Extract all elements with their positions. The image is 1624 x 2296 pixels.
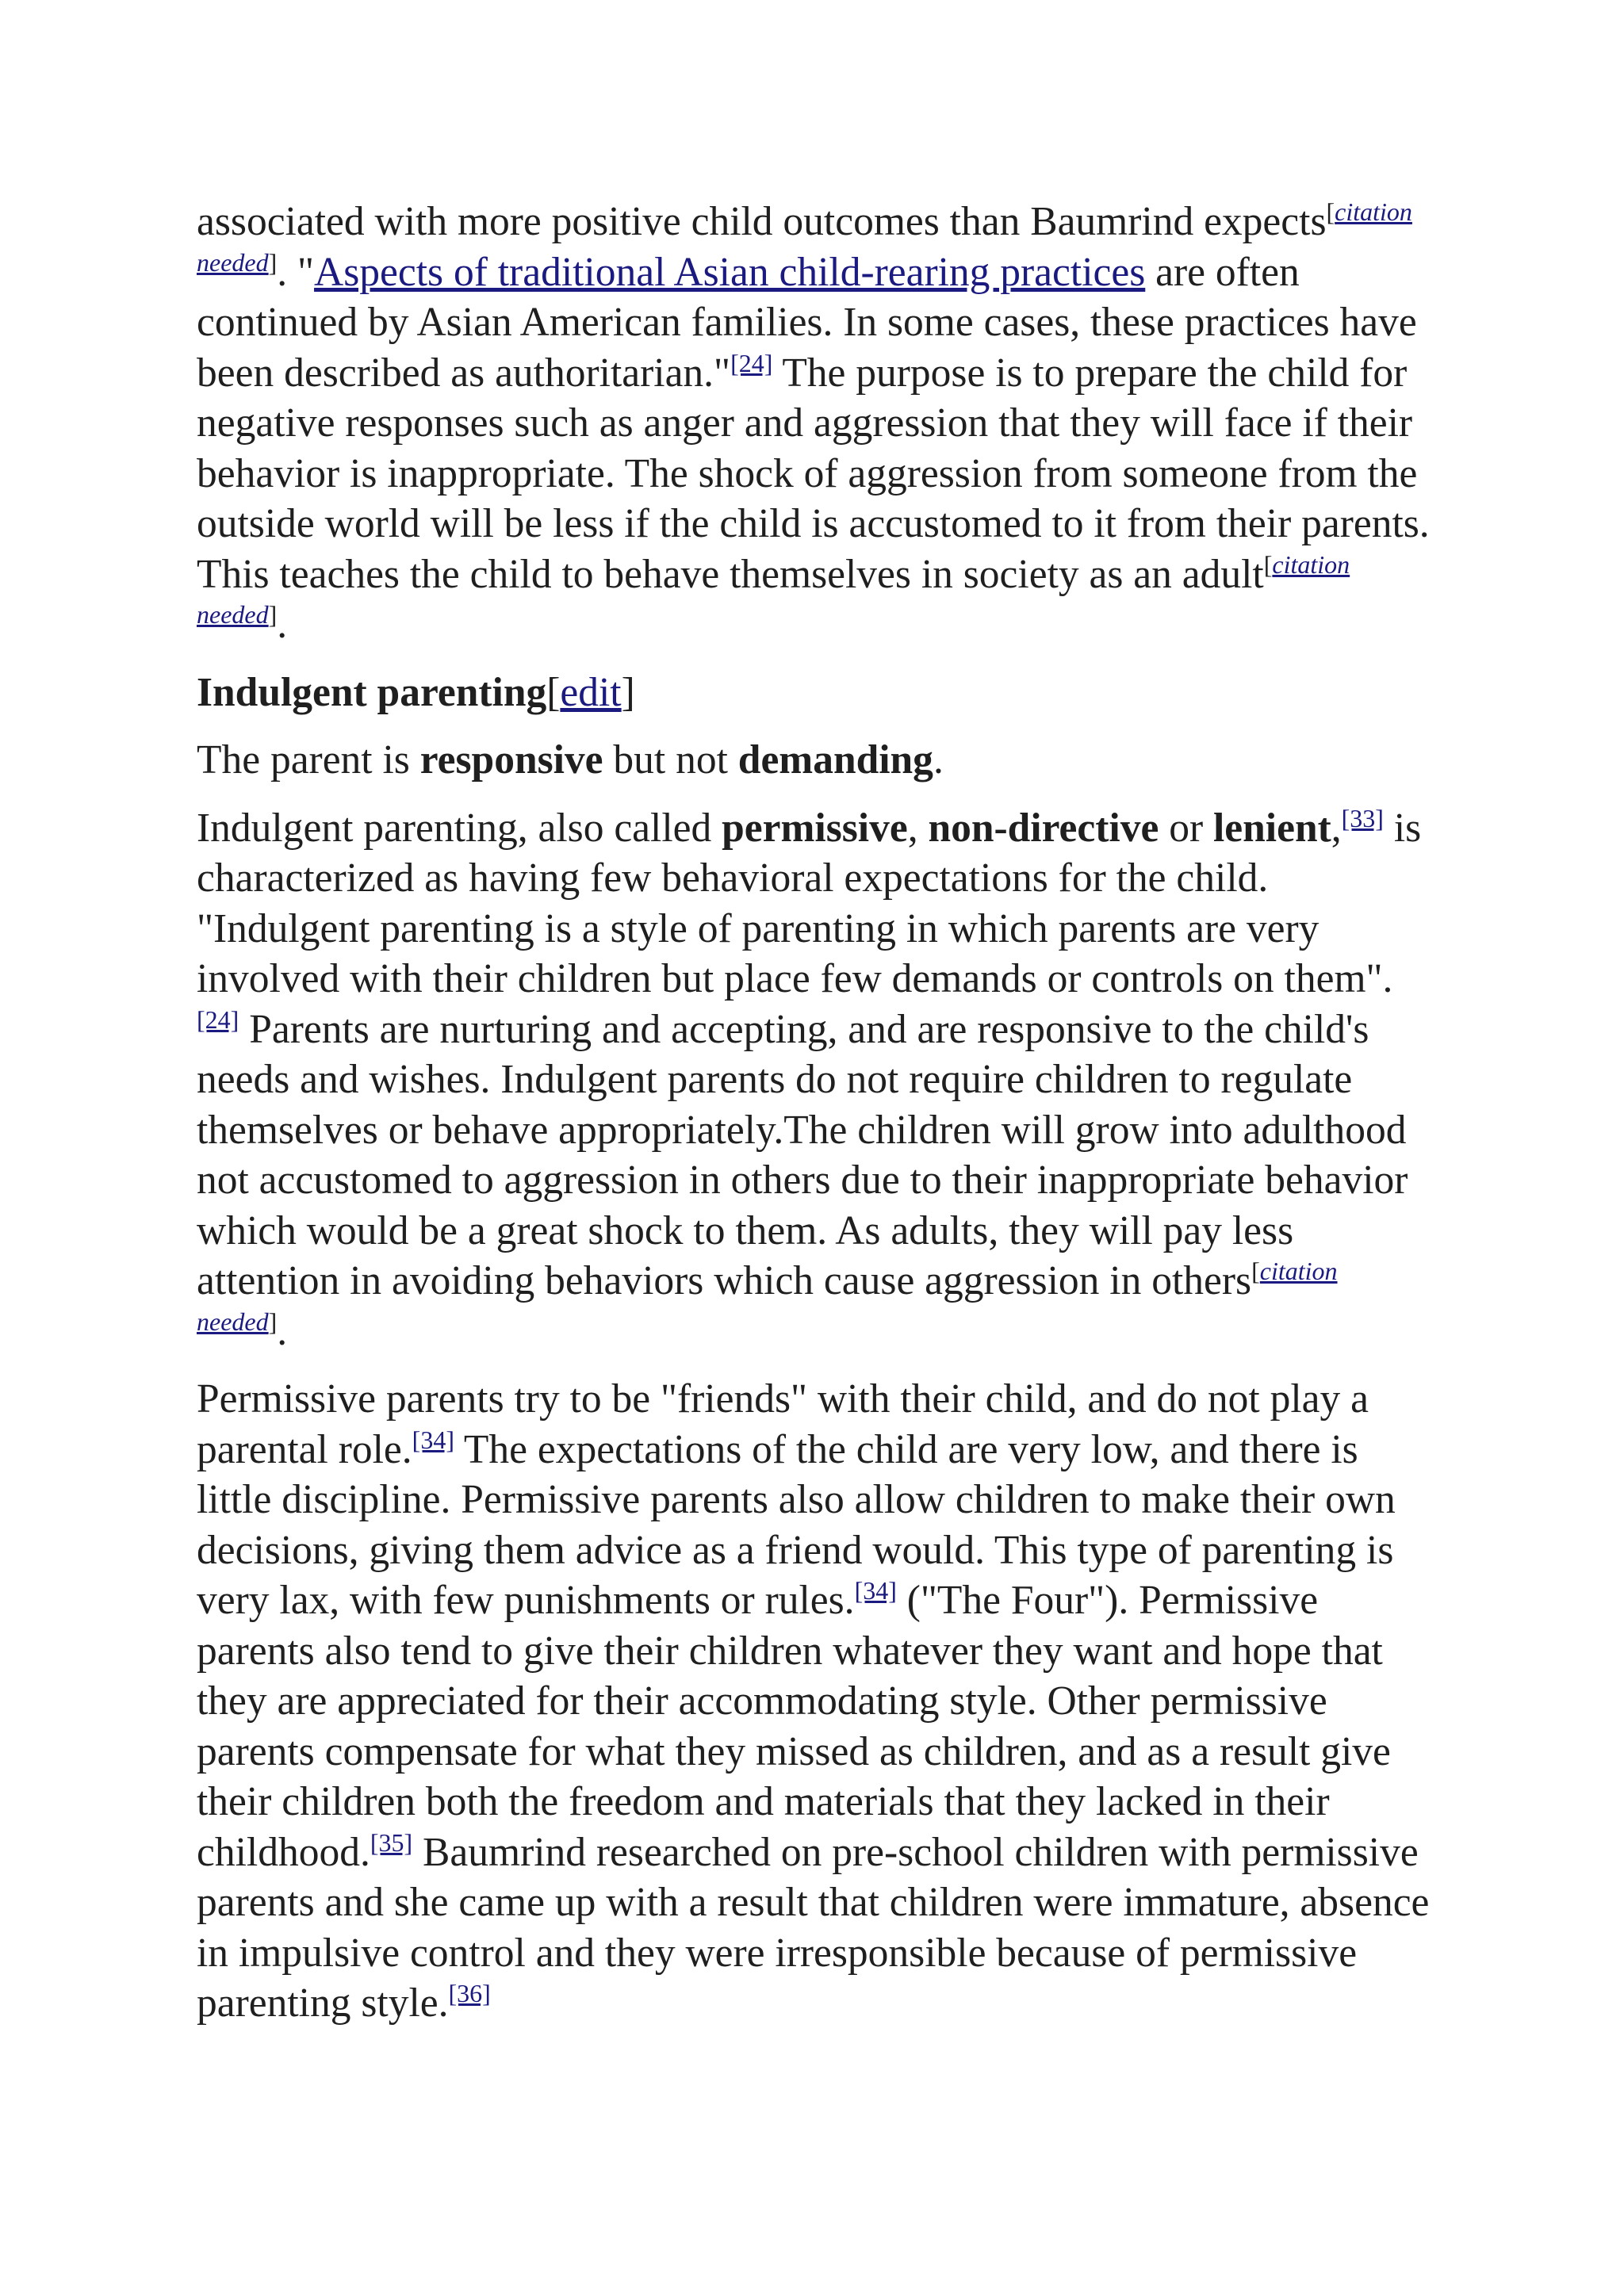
paragraph-permissive-parents: Permissive parents try to be "friends" with their child, and do not play a parental role.[34] The expectations of the child are very low, and there is little discipline. Permissive parents also allow children to make their own decisions, giving them advice as a friend would. This type of parenting is very lax, with few punishments or rules.[34] ("The Four"). Permissive parents also tend to give their children whatever they want and hope that they are appreciated for their accommodating style. Other permissive parents compensate for what they missed as children, and as a result give their children both the freedom and materials that they lacked in their childhood.[35] Baumrind researched on pre-school children with permissive parents and she came up with a result that children were immature, absence in impulsive control and they were irresponsible because of permissive parenting style.[36]: [197, 1376, 1430, 2026]
reference-33: [1342, 804, 1384, 832]
citation-needed: [citation needed]: [197, 197, 1412, 277]
reference-link[interactable]: [34]: [854, 1576, 897, 1605]
reference-link[interactable]: [36]: [448, 1979, 491, 2007]
citation-needed: [citation needed]: [197, 549, 1350, 629]
reference-34: [412, 1425, 454, 1454]
asian-child-rearing-link[interactable]: Aspects of traditional Asian child-rearing practices: [314, 249, 1146, 295]
reference-24: [730, 349, 772, 377]
reference-link[interactable]: [24]: [197, 1004, 239, 1034]
reference-24: [197, 1005, 239, 1034]
citation-needed-link[interactable]: citation needed: [197, 1257, 1338, 1336]
edit-link[interactable]: edit: [560, 669, 622, 715]
paragraph-indulgent-description: Indulgent parenting, also called permissive, non-directive or lenient,[33] is characterized as having few behavioral expectations for the child. "Indulgent parenting is a style of parenting in which parents are very involved with their children but place few demands or controls on them".[24] Parents are nurturing and accepting, and are responsive to the child's needs and wishes. Indulgent parents do not require children to regulate themselves or behave appropriately.The children will grow into adulthood not accustomed to aggression in others due to their inappropriate behavior which would be a great shock to them. As adults, they will pay less attention in avoiding behaviors which cause aggression in others[citation needed].: [197, 803, 1422, 1354]
paragraph-authoritarian-end: associated with more positive child outcomes than Baumrind expects[citation needed]. "Aspects of traditional Asian child-rearing practices are often continued by Asian American families. In some cases, these practices have been described as authoritarian."[24] The purpose is to prepare the child for negative responses such as anger and aggression that they will face if their behavior is inappropriate. The shock of aggression from someone from the outside world will be less if the child is accustomed to it from their parents. This teaches the child to behave themselves in society as an adult[citation needed].: [197, 197, 1430, 647]
edit-section: [edit]: [546, 669, 635, 715]
reference-36: [449, 1979, 491, 2007]
paragraph-definition: The parent is responsive but not demanding.: [197, 737, 944, 783]
citation-needed-link[interactable]: citation needed: [197, 197, 1412, 277]
reference-link[interactable]: [24]: [730, 348, 773, 377]
section-heading-indulgent-parenting: Indulgent parenting[edit]: [197, 669, 635, 715]
reference-35: [370, 1828, 412, 1857]
citation-needed: [citation needed]: [197, 1257, 1338, 1336]
reference-link[interactable]: [35]: [370, 1827, 413, 1857]
article-page: [197, 197, 1434, 2046]
citation-needed-link[interactable]: citation needed: [197, 549, 1350, 629]
reference-34: [855, 1576, 897, 1605]
reference-link[interactable]: [33]: [1341, 803, 1384, 832]
reference-link[interactable]: [34]: [412, 1425, 454, 1454]
